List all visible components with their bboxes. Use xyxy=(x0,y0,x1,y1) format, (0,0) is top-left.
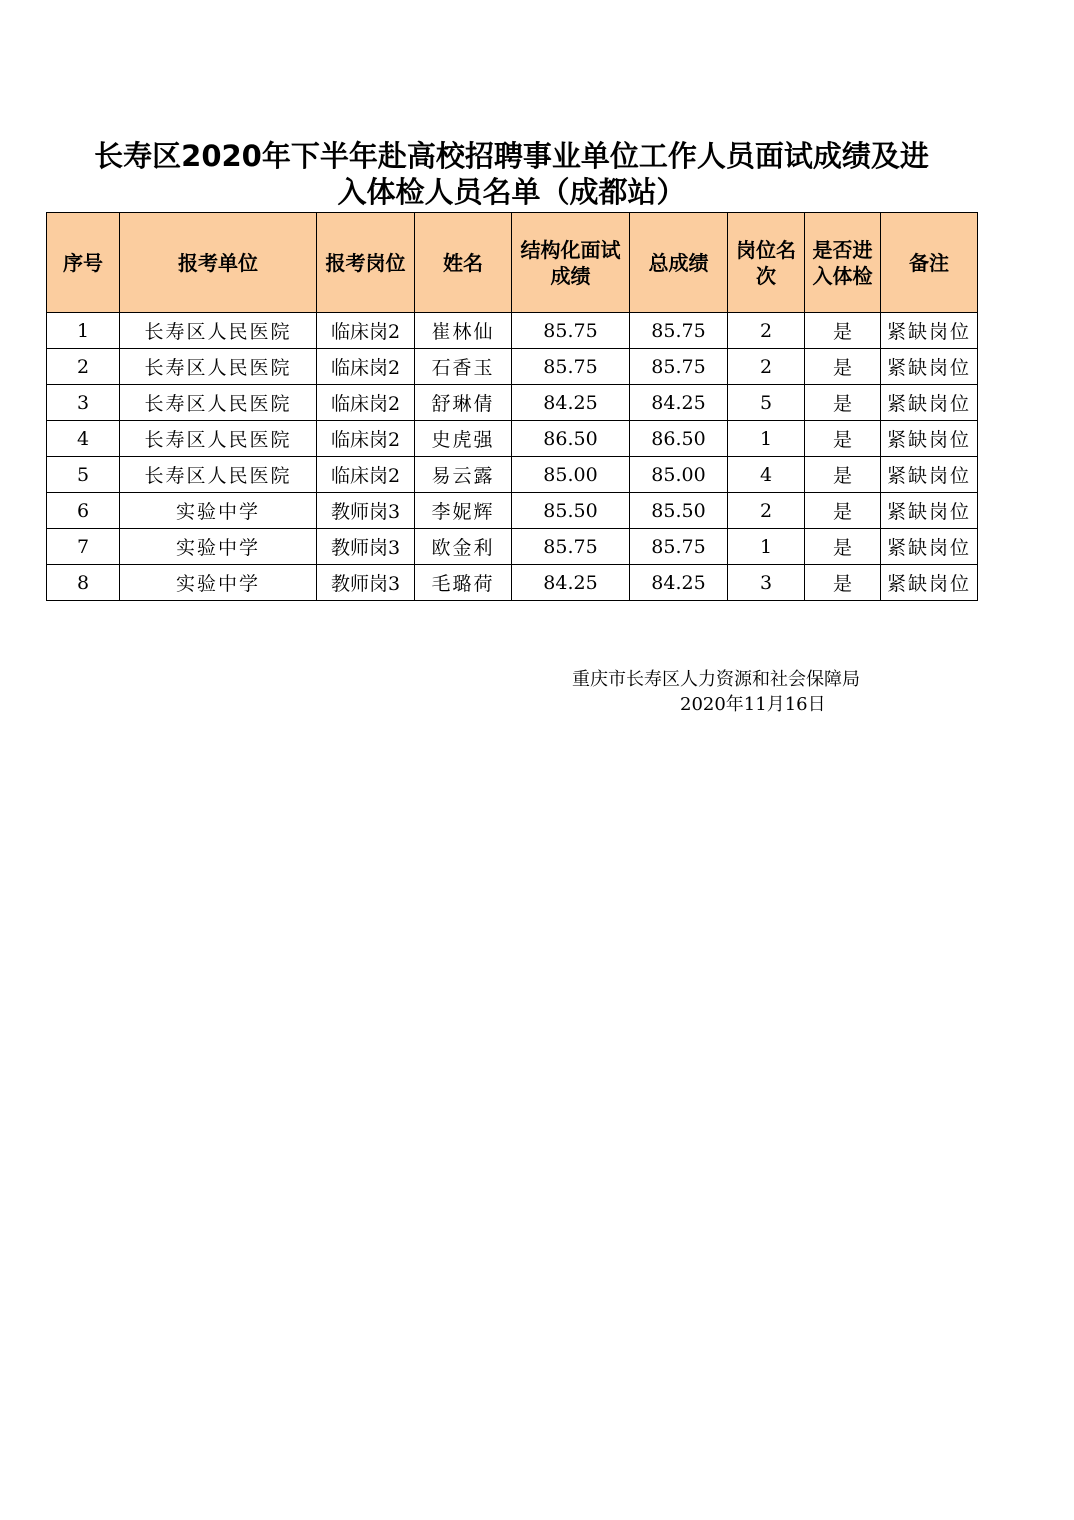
cell-physical-exam: 是 xyxy=(805,313,881,349)
table-row xyxy=(47,349,978,385)
cell-seq: 1 xyxy=(47,313,120,349)
cell-interview-score: 85.75 xyxy=(512,313,630,349)
cell-post: 临床岗2 xyxy=(317,349,415,385)
cell-name: 石香玉 xyxy=(415,349,512,385)
document-title-line-1: 长寿区2020年下半年赴高校招聘事业单位工作人员面试成绩及进 xyxy=(94,139,929,173)
cell-name: 毛璐荷 xyxy=(415,565,512,601)
cell-physical-exam: 是 xyxy=(805,385,881,421)
issuing-organization: 重庆市长寿区人力资源和社会保障局 xyxy=(572,669,860,690)
document-title xyxy=(46,138,977,210)
issue-date: 2020年11月16日 xyxy=(680,694,826,715)
cell-total-score: 86.50 xyxy=(630,421,728,457)
cell-remark: 紧缺岗位 xyxy=(881,493,978,529)
cell-name: 史虎强 xyxy=(415,421,512,457)
cell-interview-score: 85.50 xyxy=(512,493,630,529)
cell-physical-exam: 是 xyxy=(805,493,881,529)
table-row xyxy=(47,385,978,421)
cell-unit: 实验中学 xyxy=(120,493,317,529)
header-interview-score: 结构化面试成绩 xyxy=(512,213,630,313)
cell-total-score: 85.75 xyxy=(630,313,728,349)
cell-seq: 6 xyxy=(47,493,120,529)
cell-name: 易云露 xyxy=(415,457,512,493)
cell-seq: 4 xyxy=(47,421,120,457)
header-remark: 备注 xyxy=(881,213,978,313)
table-row xyxy=(47,421,978,457)
cell-post: 教师岗3 xyxy=(317,529,415,565)
cell-total-score: 85.75 xyxy=(630,529,728,565)
cell-total-score: 85.00 xyxy=(630,457,728,493)
cell-remark: 紧缺岗位 xyxy=(881,421,978,457)
header-unit: 报考单位 xyxy=(120,213,317,313)
cell-physical-exam: 是 xyxy=(805,529,881,565)
table-row xyxy=(47,529,978,565)
document-title-line-2: 入体检人员名单（成都站） xyxy=(337,175,686,209)
cell-rank: 1 xyxy=(728,529,805,565)
cell-seq: 5 xyxy=(47,457,120,493)
header-post: 报考岗位 xyxy=(317,213,415,313)
cell-remark: 紧缺岗位 xyxy=(881,385,978,421)
cell-unit: 长寿区人民医院 xyxy=(120,349,317,385)
cell-total-score: 85.75 xyxy=(630,349,728,385)
cell-interview-score: 85.75 xyxy=(512,349,630,385)
results-table xyxy=(46,212,978,601)
cell-interview-score: 84.25 xyxy=(512,385,630,421)
cell-unit: 长寿区人民医院 xyxy=(120,385,317,421)
cell-post: 临床岗2 xyxy=(317,313,415,349)
table-row xyxy=(47,457,978,493)
cell-interview-score: 85.75 xyxy=(512,529,630,565)
cell-physical-exam: 是 xyxy=(805,457,881,493)
header-seq: 序号 xyxy=(47,213,120,313)
cell-rank: 2 xyxy=(728,313,805,349)
cell-rank: 2 xyxy=(728,493,805,529)
cell-seq: 2 xyxy=(47,349,120,385)
cell-total-score: 85.50 xyxy=(630,493,728,529)
table-row xyxy=(47,565,978,601)
cell-seq: 8 xyxy=(47,565,120,601)
table-row xyxy=(47,313,978,349)
cell-seq: 3 xyxy=(47,385,120,421)
cell-name: 舒琳倩 xyxy=(415,385,512,421)
header-row xyxy=(47,213,978,313)
cell-name: 欧金利 xyxy=(415,529,512,565)
cell-post: 临床岗2 xyxy=(317,385,415,421)
cell-rank: 3 xyxy=(728,565,805,601)
cell-rank: 2 xyxy=(728,349,805,385)
cell-interview-score: 85.00 xyxy=(512,457,630,493)
table-body xyxy=(47,313,978,601)
cell-name: 崔林仙 xyxy=(415,313,512,349)
cell-interview-score: 86.50 xyxy=(512,421,630,457)
cell-seq: 7 xyxy=(47,529,120,565)
cell-unit: 实验中学 xyxy=(120,529,317,565)
header-rank: 岗位名次 xyxy=(728,213,805,313)
cell-post: 临床岗2 xyxy=(317,421,415,457)
cell-name: 李妮辉 xyxy=(415,493,512,529)
cell-physical-exam: 是 xyxy=(805,349,881,385)
cell-remark: 紧缺岗位 xyxy=(881,313,978,349)
cell-remark: 紧缺岗位 xyxy=(881,565,978,601)
header-name: 姓名 xyxy=(415,213,512,313)
cell-post: 临床岗2 xyxy=(317,457,415,493)
header-physical-exam: 是否进入体检 xyxy=(805,213,881,313)
cell-remark: 紧缺岗位 xyxy=(881,457,978,493)
header-total-score: 总成绩 xyxy=(630,213,728,313)
cell-rank: 1 xyxy=(728,421,805,457)
cell-unit: 长寿区人民医院 xyxy=(120,457,317,493)
cell-post: 教师岗3 xyxy=(317,493,415,529)
cell-remark: 紧缺岗位 xyxy=(881,529,978,565)
cell-total-score: 84.25 xyxy=(630,385,728,421)
cell-total-score: 84.25 xyxy=(630,565,728,601)
cell-physical-exam: 是 xyxy=(805,565,881,601)
cell-unit: 长寿区人民医院 xyxy=(120,313,317,349)
cell-unit: 实验中学 xyxy=(120,565,317,601)
cell-post: 教师岗3 xyxy=(317,565,415,601)
cell-rank: 4 xyxy=(728,457,805,493)
table-header xyxy=(47,213,978,313)
cell-unit: 长寿区人民医院 xyxy=(120,421,317,457)
cell-remark: 紧缺岗位 xyxy=(881,349,978,385)
table-row xyxy=(47,493,978,529)
cell-physical-exam: 是 xyxy=(805,421,881,457)
cell-rank: 5 xyxy=(728,385,805,421)
cell-interview-score: 84.25 xyxy=(512,565,630,601)
